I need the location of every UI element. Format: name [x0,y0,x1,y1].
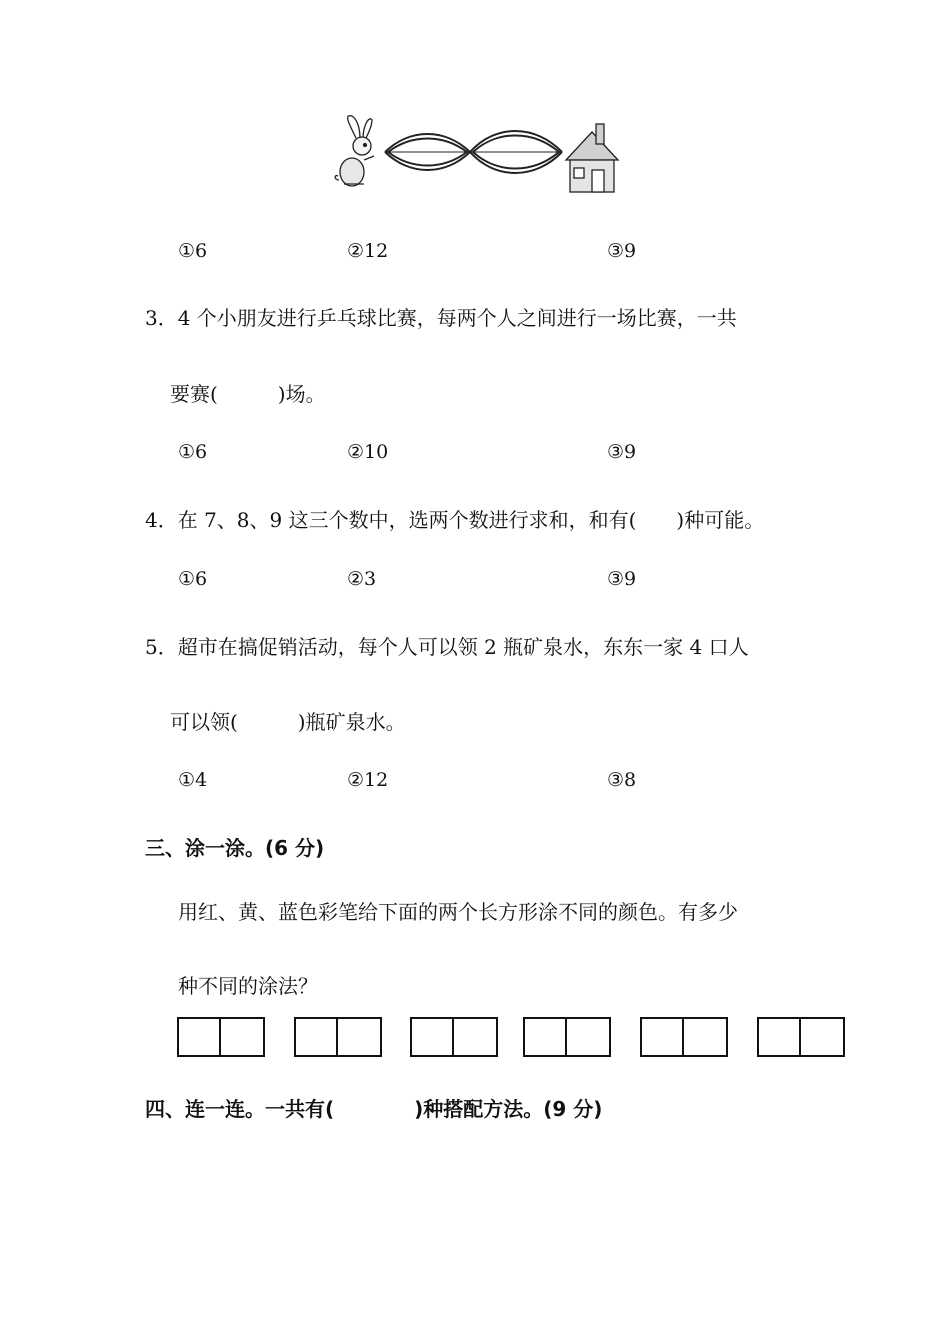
q4-text: 4．在 7、8、9 这三个数中，选两个数进行求和，和有( )种可能。 [145,508,765,532]
q5-option-2: ②12 [347,769,389,791]
path-figure [330,110,620,200]
q2-option-3: ③9 [607,240,637,262]
rect-pair-1[interactable] [177,1017,265,1057]
rect-left[interactable] [410,1017,454,1057]
q2-option-2: ②12 [347,240,389,262]
section4-title: 四、连一连。一共有( )种搭配方法。(9 分) [145,1097,603,1121]
q4-option-1: ①6 [178,568,208,590]
section3-text-line2: 种不同的涂法？ [178,974,318,998]
rect-pair-6[interactable] [757,1017,845,1057]
section3-text-line1: 用红、黄、蓝色彩笔给下面的两个长方形涂不同的颜色。有多少 [178,900,738,924]
rect-pair-3[interactable] [410,1017,498,1057]
q3-text-line2: 要赛( )场。 [170,382,326,406]
q5-text-line1: 5．超市在搞促销活动，每个人可以领 2 瓶矿泉水，东东一家 4 口人 [145,635,749,659]
q3-option-2: ②10 [347,441,389,463]
rect-pair-4[interactable] [523,1017,611,1057]
q4-option-3: ③9 [607,568,637,590]
rect-right[interactable] [221,1017,265,1057]
bridge-paths-icon [385,131,562,173]
rect-right[interactable] [338,1017,382,1057]
q3-option-3: ③9 [607,441,637,463]
q4-option-2: ②3 [347,568,377,590]
path-figure-svg [330,110,620,200]
rect-left[interactable] [294,1017,338,1057]
rect-left[interactable] [640,1017,684,1057]
rect-right[interactable] [454,1017,498,1057]
q5-option-3: ③8 [607,769,637,791]
rect-right[interactable] [801,1017,845,1057]
rabbit-icon [335,116,374,186]
q3-option-1: ①6 [178,441,208,463]
rect-left[interactable] [177,1017,221,1057]
q5-option-1: ①4 [178,769,208,791]
q3-text-line1: 3．4 个小朋友进行乒乓球比赛，每两个人之间进行一场比赛，一共 [145,306,737,330]
rect-pair-2[interactable] [294,1017,382,1057]
q2-option-1: ①6 [178,240,208,262]
rect-right[interactable] [567,1017,611,1057]
q5-text-line2: 可以领( )瓶矿泉水。 [170,710,406,734]
rect-pair-5[interactable] [640,1017,728,1057]
section3-title: 三、涂一涂。(6 分) [145,836,325,860]
rect-right[interactable] [684,1017,728,1057]
house-icon [566,124,618,192]
rect-left[interactable] [757,1017,801,1057]
rect-left[interactable] [523,1017,567,1057]
